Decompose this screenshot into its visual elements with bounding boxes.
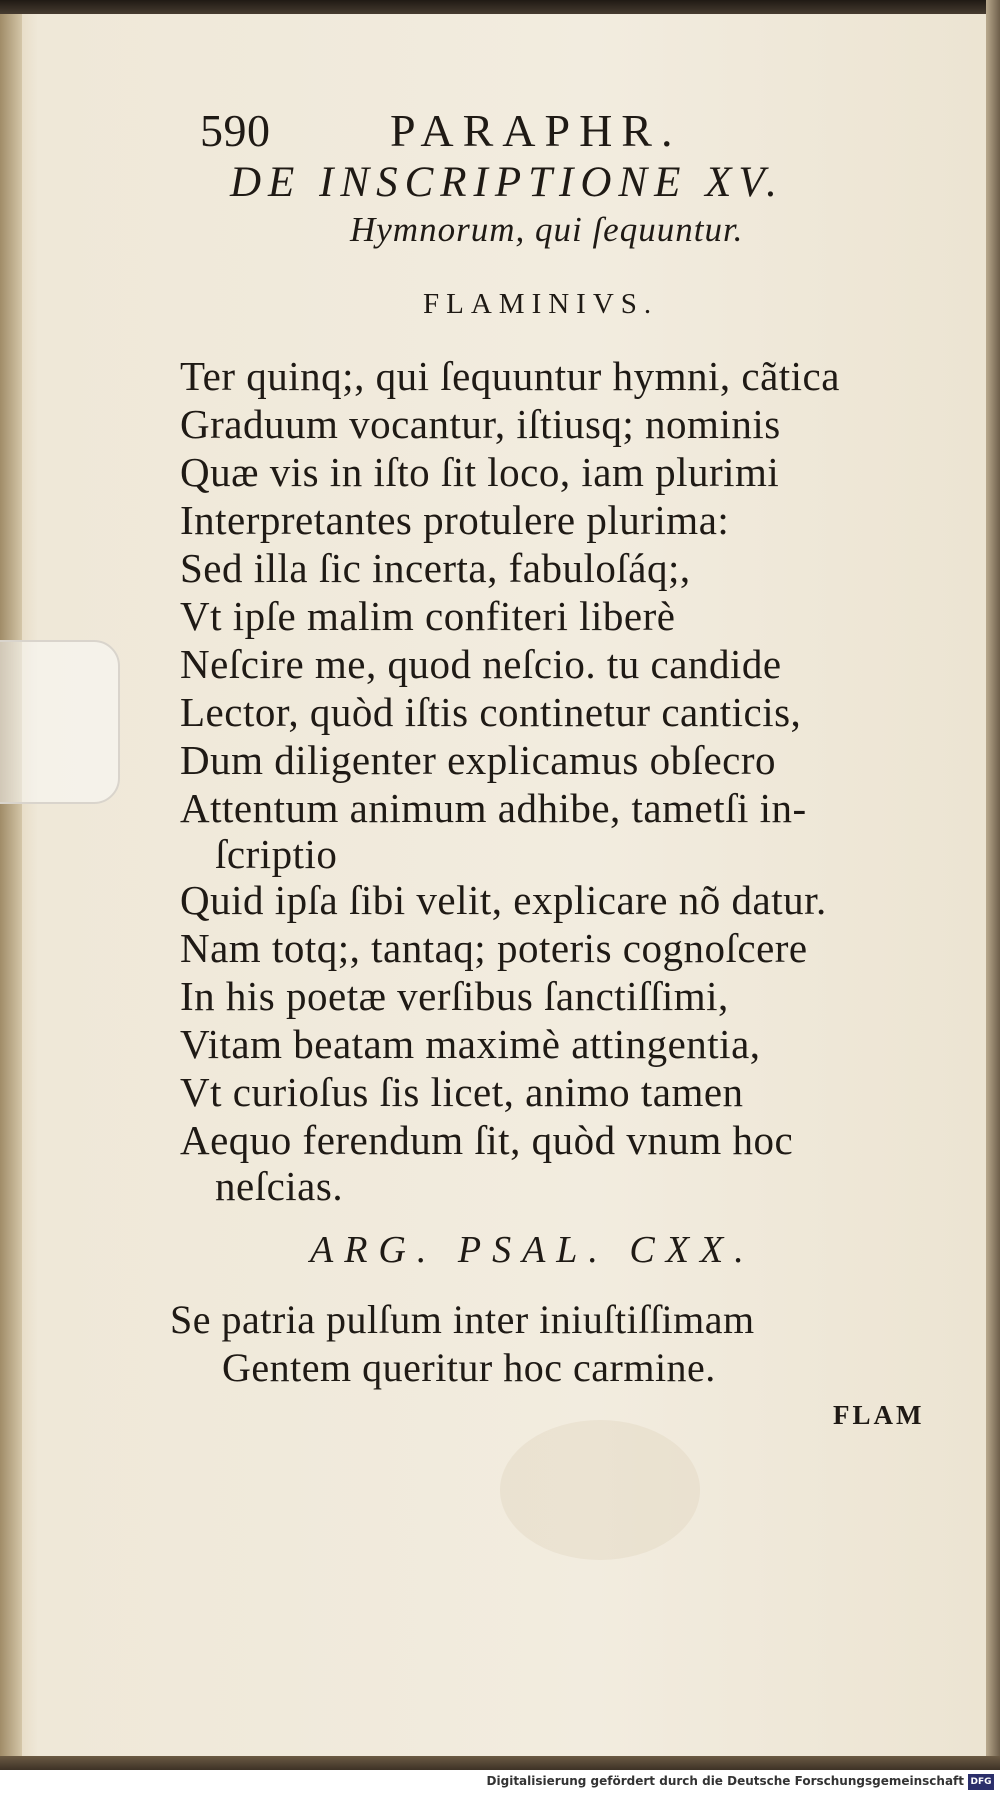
dfg-logo-icon: DFG (968, 1774, 994, 1790)
author-heading: FLAMINIVS. (423, 288, 659, 320)
book-bottom-edge (0, 1756, 1000, 1770)
paper-stain (500, 1420, 700, 1560)
verse-line: Vt curioſus ſis licet, animo tamen (180, 1069, 744, 1115)
verse-line: Dum diligenter explicamus obſecro (180, 737, 777, 783)
argument-line: Se patria pulſum inter iniuſtiſſimam (170, 1297, 755, 1342)
argument-title: ARG. PSAL. CXX. (310, 1229, 755, 1271)
running-head (200, 104, 681, 157)
page-number: 590 (200, 105, 271, 156)
verse-line: Lector, quòd iſtis continetur canticis, (180, 689, 802, 735)
verse-line: Neſcire me, quod neſcio. tu candide (180, 641, 782, 687)
verse-line: Vitam beatam maximè attingentia, (180, 1021, 761, 1067)
verse-line: Aequo ferendum ſit, quòd vnum hoc (180, 1117, 794, 1163)
verse-line: Attentum animum adhibe, tametſi in- (180, 785, 807, 831)
verse-line: Interpretantes protulere plurima: (180, 497, 730, 543)
verse-line: Quæ vis in iſto ſit loco, iam plurimi (180, 449, 780, 495)
book-gutter (0, 14, 22, 1766)
page-fore-edge (986, 0, 1000, 1770)
digitization-credit: Digitalisierung gefördert durch die Deutsche Forschungsgemeinschaft (486, 1774, 964, 1788)
verse-line: Vt ipſe malim confiteri liberè (180, 593, 676, 639)
verse-line: Nam totq;, tantaq; poteris cognoſcere (180, 925, 808, 971)
verse-line: Ter quinq;, qui ſequuntur hymni, cãtica (180, 353, 840, 399)
running-title: PARAPHR. (390, 105, 682, 156)
scanner-clip (0, 640, 120, 804)
section-title: DE INSCRIPTIONE XV. (230, 159, 784, 206)
verse-line-continuation: neſcias. (215, 1163, 344, 1209)
verse-line: In his poetæ verſibus ſanctiſſimi, (180, 973, 729, 1019)
argument-line: Gentem queritur hoc carmine. (222, 1345, 716, 1390)
verse-line: Graduum vocantur, iſtiusq; nominis (180, 401, 781, 447)
section-subtitle: Hymnorum, qui ſequuntur. (350, 210, 744, 249)
verse-line: Sed illa ſic incerta, fabuloſáq;, (180, 545, 691, 591)
catchword: FLAM (833, 1400, 925, 1430)
verse-line-continuation: ſcriptio (215, 831, 338, 877)
verse-line: Quid ipſa ſibi velit, explicare nõ datur. (180, 877, 827, 923)
